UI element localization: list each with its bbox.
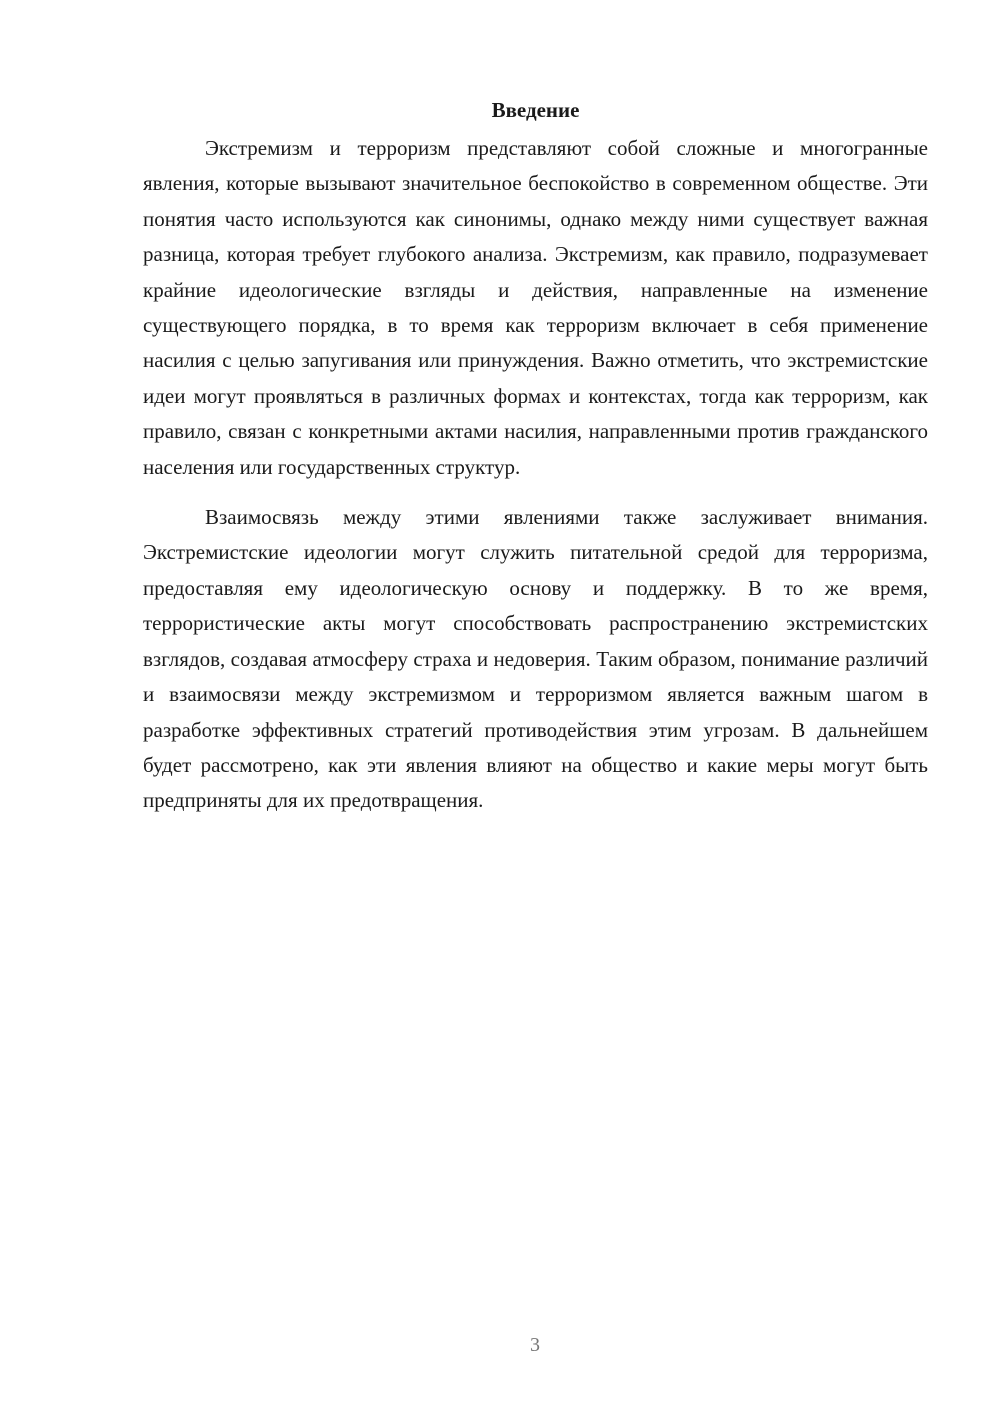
page-content [143,92,928,819]
section-title: Введение [491,98,580,122]
page-number: 3 [530,1334,540,1356]
paragraph-1: Экстремизм и терроризм представляют собой сложные и многогранные явления, которые вызывают значительное беспокойство в современном обществе. Эти понятия часто используются как синонимы, однако между ними существует важная разница, которая требует глубокого анализа. Экстремизм, как правило, подразумевает крайние идеологические взгляды и действия, направленные на изменение существующего порядка, в то время как терроризм включает в себя применение насилия с целью запугивания или принуждения. Важно отметить, что экстремистские идеи могут проявляться в различных формах и контекстах, тогда как терроризм, как правило, связан с конкретными актами насилия, направленными против гражданского населения или государственных структур. [143,136,928,479]
paragraph-2: Взаимосвязь между этими явлениями также заслуживает внимания. Экстремистские идеологии могут служить питательной средой для терроризма, предоставляя ему идеологическую основу и поддержку. В то же время, террористические акты могут способствовать распространению экстремистских взглядов, создавая атмосферу страха и недоверия. Таким образом, понимание различий и взаимосвязи между экстремизмом и терроризмом является важным шагом в разработке эффективных стратегий противодействия этим угрозам. В дальнейшем будет рассмотрено, как эти явления влияют на общество и какие меры могут быть предприняты для их предотвращения. [143,505,928,813]
